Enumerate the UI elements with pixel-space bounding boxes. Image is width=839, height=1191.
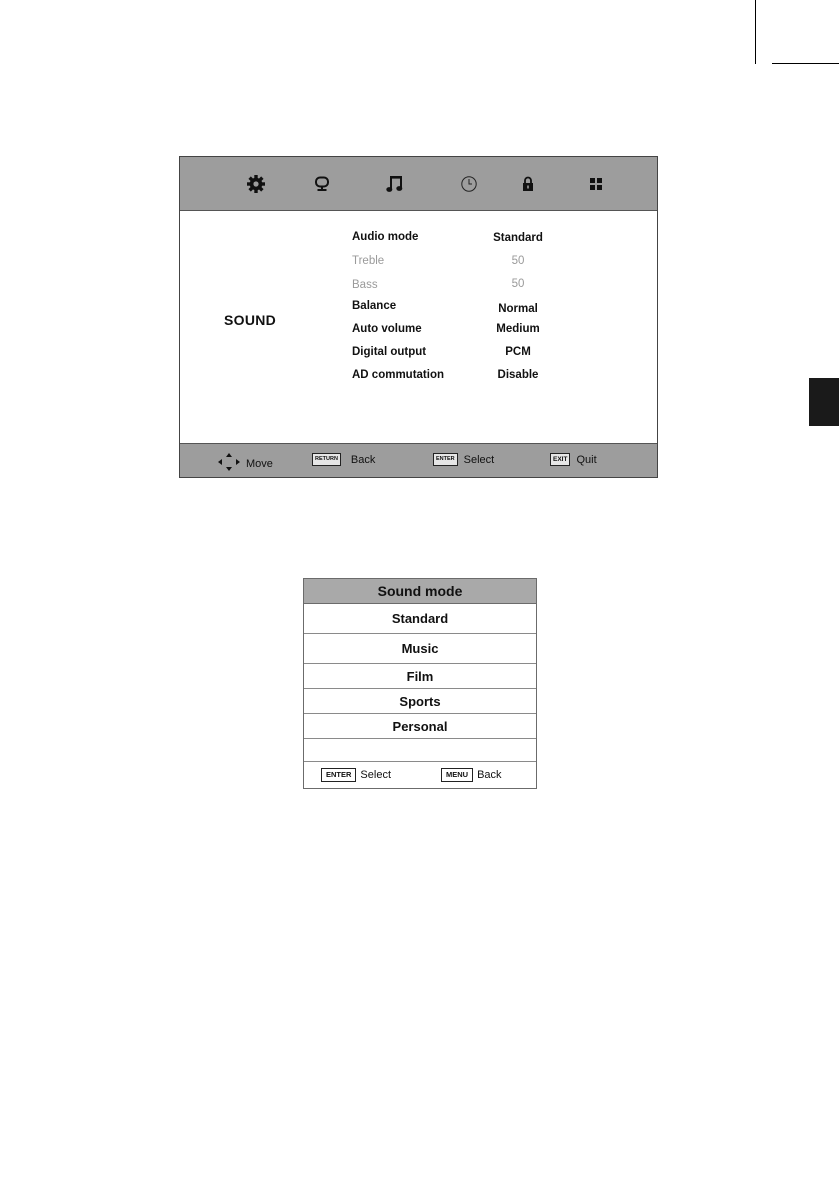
popup-title: Sound mode xyxy=(304,579,536,604)
sound-mode-option-standard[interactable]: Standard xyxy=(304,604,536,634)
monitor-icon[interactable] xyxy=(310,172,334,196)
sound-menu-panel xyxy=(179,156,658,478)
sound-mode-option-personal[interactable]: Personal xyxy=(304,714,536,739)
treble-value: 50 xyxy=(511,255,525,267)
back-label: Back xyxy=(350,453,376,466)
popup-back-label: Back xyxy=(477,769,502,781)
enter-key-icon[interactable]: ENTER xyxy=(321,768,356,782)
clock-icon[interactable] xyxy=(457,172,481,196)
quit-hint xyxy=(550,453,597,466)
grid-icon[interactable] xyxy=(584,172,608,196)
auto-volume-label[interactable]: Auto volume xyxy=(352,323,422,335)
back-hint xyxy=(312,453,375,466)
digital-output-value[interactable]: PCM xyxy=(505,346,531,358)
empty-option-row xyxy=(304,739,536,762)
move-hint xyxy=(218,453,273,474)
sound-mode-option-film[interactable]: Film xyxy=(304,664,536,689)
balance-value[interactable]: Normal xyxy=(498,303,538,315)
quit-label: Quit xyxy=(576,453,597,466)
ad-commutation-value[interactable]: Disable xyxy=(497,369,539,381)
sound-mode-option-music[interactable]: Music xyxy=(304,634,536,664)
popup-select-label: Select xyxy=(360,769,391,781)
lock-icon[interactable] xyxy=(516,172,540,196)
arrow-keys-icon xyxy=(218,453,240,474)
balance-label[interactable]: Balance xyxy=(352,300,397,312)
select-hint xyxy=(433,453,494,466)
bass-label: Bass xyxy=(352,279,378,291)
select-label: Select xyxy=(463,453,495,466)
digital-output-label[interactable]: Digital output xyxy=(352,346,427,358)
menu-key-icon[interactable]: MENU xyxy=(441,768,473,782)
sound-mode-popup xyxy=(303,578,537,789)
enter-key-icon[interactable]: ENTER xyxy=(433,453,458,466)
bass-value: 50 xyxy=(511,278,525,290)
music-note-icon[interactable] xyxy=(383,172,407,196)
menu-hint-bar xyxy=(180,443,657,477)
menu-tab-bar xyxy=(180,157,657,211)
return-key-icon[interactable]: RETURN xyxy=(312,453,341,466)
page-edge-tab xyxy=(809,378,839,426)
ad-commutation-label[interactable]: AD commutation xyxy=(352,369,444,381)
audio-mode-value[interactable]: Standard xyxy=(493,232,543,244)
move-label: Move xyxy=(246,457,273,470)
audio-mode-label[interactable]: Audio mode xyxy=(352,231,419,243)
treble-label: Treble xyxy=(352,255,385,267)
popup-back-hint xyxy=(441,768,502,782)
popup-hint-bar xyxy=(304,762,536,788)
section-title: SOUND xyxy=(224,312,277,328)
crop-mark-vertical xyxy=(755,0,756,64)
popup-select-hint xyxy=(321,768,391,782)
gear-icon[interactable] xyxy=(244,172,268,196)
auto-volume-value[interactable]: Medium xyxy=(496,323,540,335)
exit-key-icon[interactable]: EXIT xyxy=(550,453,570,466)
sound-mode-option-sports[interactable]: Sports xyxy=(304,689,536,714)
crop-mark-horizontal xyxy=(772,63,839,64)
